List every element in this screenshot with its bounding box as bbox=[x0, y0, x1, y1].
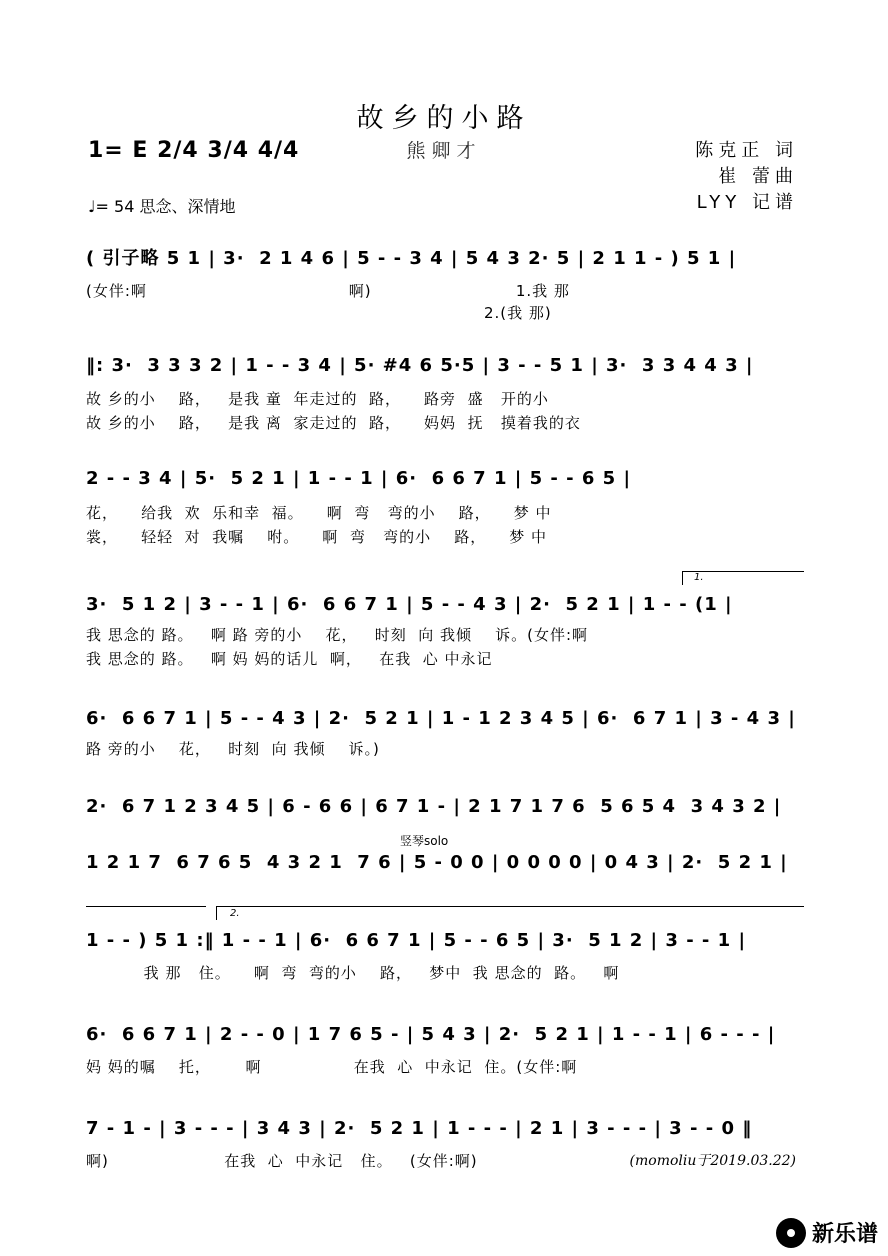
lyric-line-8a: 我 那 住。 啊 弯 弯的小 路， 梦中 我 思念的 路。 啊 bbox=[86, 964, 620, 982]
lyric-line-5a: 路 旁的小 花， 时刻 向 我倾 诉。) bbox=[86, 740, 380, 758]
lyric-line-10a: 啊) 在我 心 中永记 住。 (女伴:啊) bbox=[86, 1152, 478, 1170]
volta-1-label: 1. bbox=[694, 572, 704, 583]
transcriber-credit: LYY 记谱 bbox=[696, 192, 798, 213]
song-title: 故乡的小路 bbox=[356, 103, 532, 134]
score-line-5: 6· 6 6 7 1 | 5 - - 4 3 | 2· 5 2 1 | 1 - 1 2 3 4 5 | 6· 6 7 1 | 3 - 4 3 | bbox=[86, 708, 796, 729]
score-line-3: 2 - - 3 4 | 5· 5 2 1 | 1 - - 1 | 6· 6 6 7 1 | 5 - - 6 5 | bbox=[86, 468, 632, 489]
site-watermark bbox=[776, 1217, 878, 1248]
score-line-4: 3· 5 1 2 | 3 - - 1 | 6· 6 6 7 1 | 5 - - 4 3 | 2· 5 2 1 | 1 - - (1 | bbox=[86, 594, 733, 615]
lyric-line-2a: 故 乡的小 路， 是我 童 年走过的 路， 路旁 盛 开的小 bbox=[86, 390, 549, 408]
lyric-line-2b: 故 乡的小 路， 是我 离 家走过的 路， 妈妈 抚 摸着我的衣 bbox=[86, 414, 581, 432]
lyric-line-4b: 我 思念的 路。 啊 妈 妈的话儿 啊， 在我 心 中永记 bbox=[86, 650, 493, 668]
volta-1-bracket-start bbox=[682, 571, 683, 585]
watermark-text: 新乐谱 bbox=[811, 1222, 878, 1247]
vinyl-record-icon bbox=[776, 1218, 806, 1248]
key-signature: 1= E 2/4 3/4 4/4 bbox=[88, 138, 300, 163]
lyric-line-4a: 我 思念的 路。 啊 路 旁的小 花， 时刻 向 我倾 诉。(女伴:啊 bbox=[86, 626, 589, 644]
score-line-9: 6· 6 6 7 1 | 2 - - 0 | 1 7 6 5 - | 5 4 3 | 2· 5 2 1 | 1 - - 1 | 6 - - - | bbox=[86, 1024, 776, 1045]
volta-1-continuation bbox=[86, 906, 206, 907]
volta-2-label: 2. bbox=[230, 908, 240, 919]
lyric-line-3b: 裳， 轻轻 对 我嘱 咐。 啊 弯 弯的小 路， 梦 中 bbox=[86, 528, 548, 546]
lyric-line-1b: 2.(我 那) bbox=[86, 304, 552, 322]
volta-2-bracket bbox=[216, 906, 804, 907]
harp-solo-marking: 竖琴solo bbox=[400, 834, 449, 848]
score-line-1: ( 引子略 5 1 | 3· 2 1 4 6 | 5 - - 3 4 | 5 4 3 2· 5 | 2 1 1 - ) 5 1 | bbox=[86, 248, 737, 269]
lyric-line-3a: 花， 给我 欢 乐和幸 福。 啊 弯 弯的小 路， 梦 中 bbox=[86, 504, 552, 522]
composer-credit: 崔 蕾曲 bbox=[718, 166, 798, 187]
score-line-2: ‖: 3· 3 3 3 2 | 1 - - 3 4 | 5· #4 6 5·5 | 3 - - 5 1 | 3· 3 3 4 4 3 | bbox=[86, 355, 754, 376]
singer-name: 熊卿才 bbox=[406, 140, 482, 162]
volta-2-bracket-start bbox=[216, 906, 217, 920]
score-line-8: 1 - - ) 5 1 :‖ 1 - - 1 | 6· 6 6 7 1 | 5 - - 6 5 | 3· 5 1 2 | 3 - - 1 | bbox=[86, 930, 747, 951]
score-line-6: 2· 6 7 1 2 3 4 5 | 6 - 6 6 | 6 7 1 - | 2 1 7 1 7 6 5 6 5 4 3 4 3 2 | bbox=[86, 796, 782, 817]
score-line-7: 1 2 1 7 6 7 6 5 4 3 2 1 7 6 | 5 - 0 0 | 0 0 0 0 | 0 4 3 | 2· 5 2 1 | bbox=[86, 852, 788, 873]
score-line-10: 7 - 1 - | 3 - - - | 3 4 3 | 2· 5 2 1 | 1 - - - | 2 1 | 3 - - - | 3 - - 0 ‖ bbox=[86, 1118, 753, 1139]
lyric-line-9a: 妈 妈的嘱 托， 啊 在我 心 中永记 住。(女伴:啊 bbox=[86, 1058, 578, 1076]
lyricist-credit: 陈克正 词 bbox=[695, 140, 798, 161]
tempo-marking: ♩= 54 思念、深情地 bbox=[88, 197, 236, 216]
transcription-signature: (momoliu于2019.03.22) bbox=[629, 1153, 796, 1169]
lyric-line-1a: (女伴:啊 啊) 1.我 那 bbox=[86, 282, 570, 300]
